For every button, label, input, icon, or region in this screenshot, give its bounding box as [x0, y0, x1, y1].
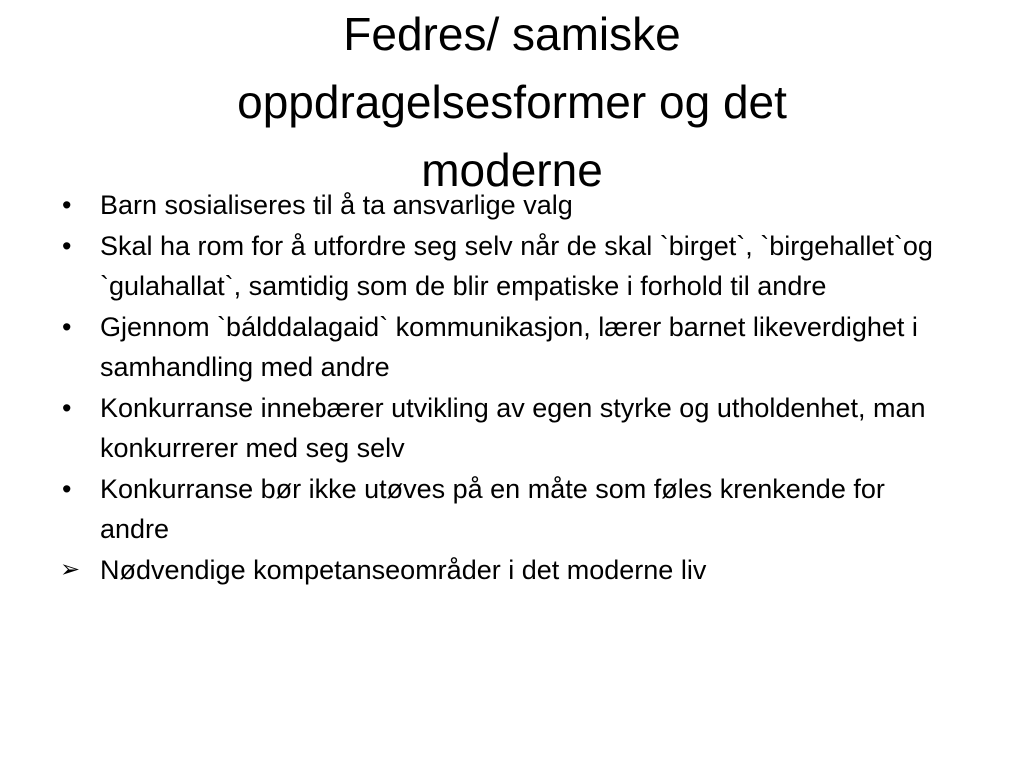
bullet-text: Gjennom `bálddalagaid` kommunikasjon, lærer barnet likeverdighet i samhandling med andre	[100, 312, 918, 382]
bullet-item	[62, 469, 942, 549]
bullet-dot-icon: •	[62, 190, 72, 220]
slide-title-line: moderne	[421, 144, 603, 196]
bullet-text: Konkurranse innebærer utvikling av egen styrke og utholdenhet, man konkurrerer med seg selv	[100, 393, 926, 463]
bullet-item	[62, 226, 942, 306]
slide-title-line: oppdragelsesformer og det	[237, 76, 787, 128]
slide-title-line: Fedres/ samiske	[343, 8, 681, 60]
bullet-text: Nødvendige kompetanseområder i det moderne liv	[100, 555, 707, 585]
bullet-list	[62, 185, 942, 590]
bullet-arrow-icon: ➢	[60, 556, 81, 583]
bullet-dot-icon: •	[62, 312, 72, 342]
bullet-item	[62, 388, 942, 468]
bullet-item	[62, 185, 942, 225]
bullet-text: Konkurranse bør ikke utøves på en måte som føles krenkende for andre	[100, 474, 885, 544]
bullet-text: Skal ha rom for å utfordre seg selv når de skal `birget`, `birgehallet`og `gulahallat`, samtidig som de blir empatiske i forhold til andre	[100, 231, 933, 301]
bullet-dot-icon: •	[62, 393, 72, 423]
slide-title	[0, 0, 1024, 204]
bullet-item	[62, 307, 942, 387]
bullet-item	[62, 550, 942, 590]
bullet-text: Barn sosialiseres til å ta ansvarlige valg	[100, 190, 573, 220]
bullet-dot-icon: •	[62, 474, 72, 504]
bullet-dot-icon: •	[62, 231, 72, 261]
